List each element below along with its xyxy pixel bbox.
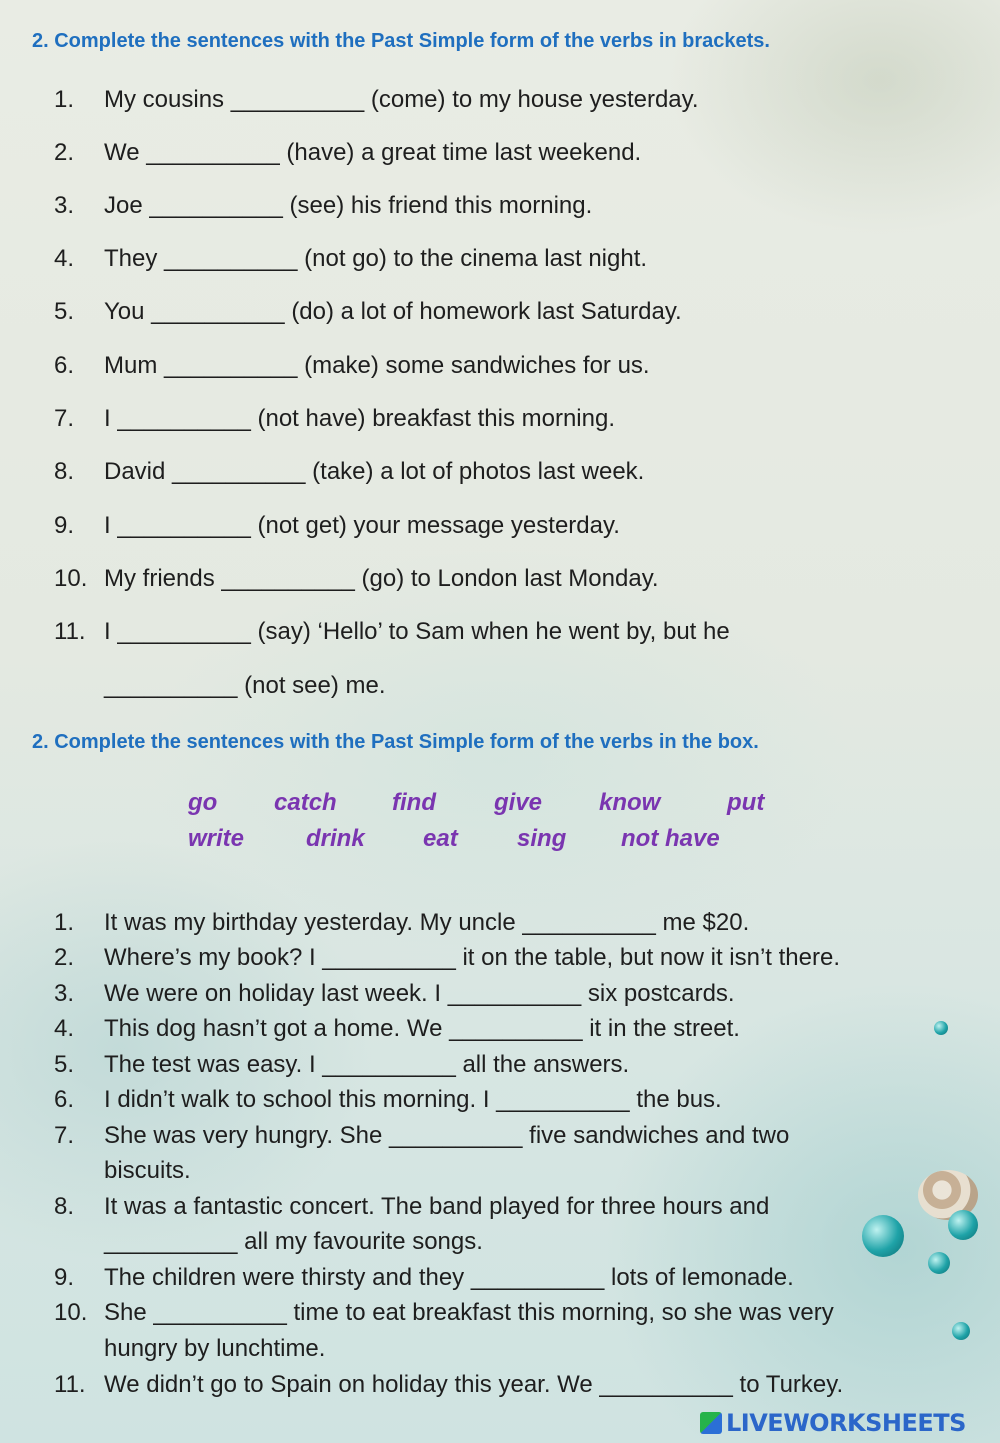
item-number: 4. — [54, 245, 75, 272]
item-text: She __________ time to eat breakfast this morning, so she was very — [104, 1299, 834, 1326]
item-text: Joe __________ (see) his friend this morning. — [104, 192, 593, 219]
item-text: This dog hasn’t got a home. We __________ it in the street. — [104, 1015, 740, 1042]
item-number: 6. — [54, 352, 75, 379]
item-number: 11. — [54, 618, 86, 645]
word-box-word: not have — [621, 825, 720, 852]
word-box-word: drink — [306, 825, 365, 852]
item-number: 7. — [54, 405, 75, 432]
item-number: 2. — [54, 944, 75, 971]
item-text: You __________ (do) a lot of homework last Saturday. — [104, 298, 682, 325]
word-box-word: go — [188, 789, 218, 816]
item-text: The children were thirsty and they __________ lots of lemonade. — [104, 1264, 794, 1291]
item-text: biscuits. — [104, 1157, 191, 1184]
item-number: 8. — [54, 1193, 75, 1220]
liveworksheets-logo[interactable] — [700, 1408, 966, 1438]
item-number: 10. — [54, 565, 88, 592]
bead-decoration — [934, 1021, 948, 1035]
item-number: 2. — [54, 139, 75, 166]
word-box-word: know — [599, 789, 661, 816]
item-text: __________ all my favourite songs. — [104, 1228, 483, 1255]
word-box-word: put — [727, 789, 765, 816]
item-text: I __________ (say) ‘Hello’ to Sam when he went by, but he — [104, 618, 730, 645]
item-text: She was very hungry. She __________ five sandwiches and two — [104, 1122, 790, 1149]
item-text: __________ (not see) me. — [104, 672, 386, 699]
bead-decoration — [928, 1252, 950, 1274]
word-box-word: write — [188, 825, 245, 852]
item-text: I __________ (not get) your message yesterday. — [104, 512, 620, 539]
word-box-word: sing — [517, 825, 567, 852]
item-number: 11. — [54, 1371, 86, 1398]
item-text: It was my birthday yesterday. My uncle __________ me $20. — [104, 909, 750, 936]
section-1-heading: 2. Complete the sentences with the Past Simple form of the verbs in brackets. — [32, 30, 770, 52]
item-text: We didn’t go to Spain on holiday this year. We __________ to Turkey. — [104, 1371, 844, 1398]
item-text: hungry by lunchtime. — [104, 1335, 326, 1362]
item-number: 9. — [54, 1264, 75, 1291]
item-text: Where’s my book? I __________ it on the table, but now it isn’t there. — [104, 944, 841, 971]
brand-text: LIVEWORKSHEETS — [726, 1409, 966, 1437]
item-number: 9. — [54, 512, 75, 539]
item-text: My friends __________ (go) to London last Monday. — [104, 565, 659, 592]
item-number: 3. — [54, 192, 75, 219]
item-number: 7. — [54, 1122, 75, 1149]
item-text: I didn’t walk to school this morning. I __________ the bus. — [104, 1086, 722, 1113]
item-number: 5. — [54, 1051, 75, 1078]
item-number: 4. — [54, 1015, 75, 1042]
item-text: It was a fantastic concert. The band played for three hours and — [104, 1193, 770, 1220]
item-text: The test was easy. I __________ all the answers. — [104, 1051, 630, 1078]
word-box-word: find — [392, 789, 436, 816]
bead-decoration — [948, 1210, 978, 1240]
item-number: 6. — [54, 1086, 75, 1113]
word-box-word: eat — [423, 825, 458, 852]
item-text: My cousins __________ (come) to my house yesterday. — [104, 86, 699, 113]
item-text: I __________ (not have) breakfast this morning. — [104, 405, 615, 432]
bead-decoration — [862, 1215, 904, 1257]
word-box-word: catch — [274, 789, 337, 816]
item-text: They __________ (not go) to the cinema last night. — [104, 245, 648, 272]
item-text: Mum __________ (make) some sandwiches for us. — [104, 352, 650, 379]
item-number: 8. — [54, 458, 75, 485]
bead-decoration — [952, 1322, 970, 1340]
liveworksheets-logo-icon — [700, 1412, 722, 1434]
item-text: We were on holiday last week. I __________ six postcards. — [104, 980, 735, 1007]
item-number: 3. — [54, 980, 75, 1007]
section-2-heading: 2. Complete the sentences with the Past Simple form of the verbs in the box. — [32, 731, 759, 753]
item-text: We __________ (have) a great time last weekend. — [104, 139, 642, 166]
item-text: David __________ (take) a lot of photos last week. — [104, 458, 645, 485]
word-box-word: give — [494, 789, 543, 816]
item-number: 1. — [54, 909, 75, 936]
item-number: 10. — [54, 1299, 88, 1326]
item-number: 5. — [54, 298, 75, 325]
item-number: 1. — [54, 86, 75, 113]
